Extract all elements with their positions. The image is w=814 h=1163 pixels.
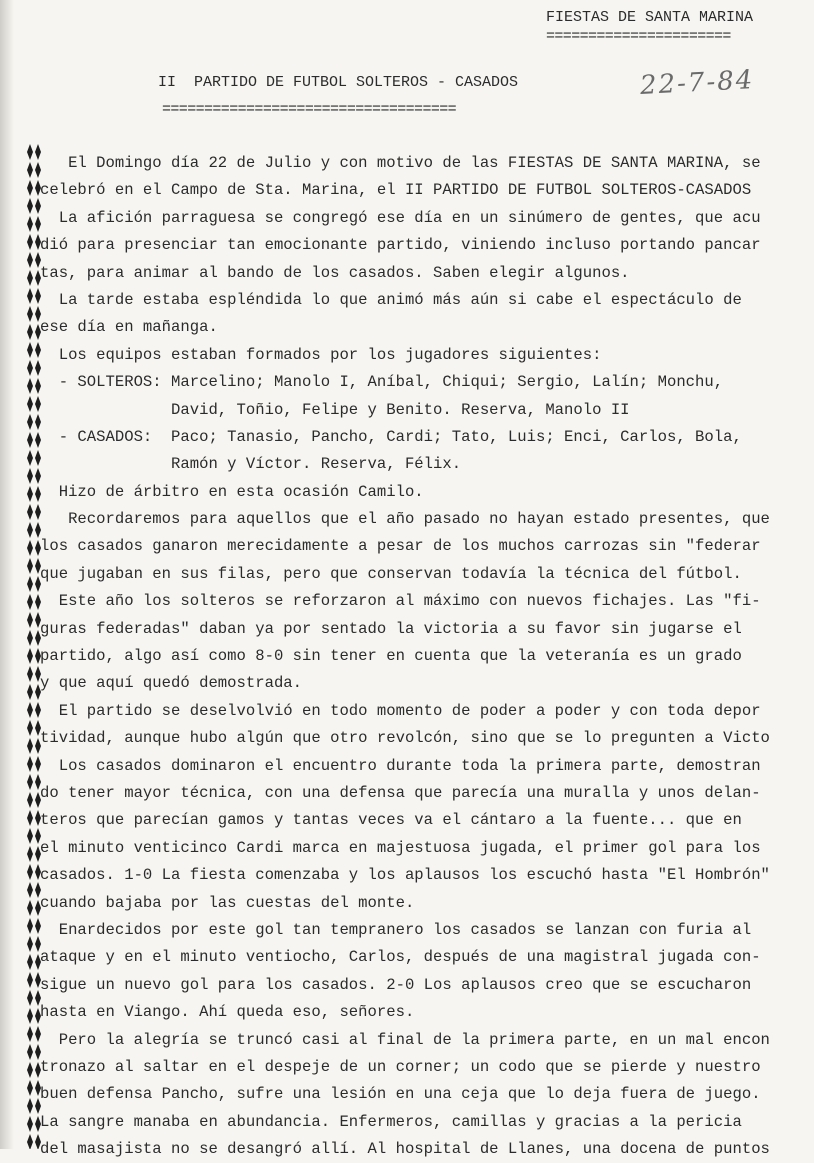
text-line: ataque y en el minuto ventiocho, Carlos, después de una magistral jugada con-: [40, 948, 761, 967]
text-line: La sangre manaba en abundancia. Enfermeros, camillas y gracias a la pericia: [40, 1112, 742, 1131]
article-title: II PARTIDO DE FUTBOL SOLTEROS - CASADOS: [158, 74, 519, 91]
text-line: sigue un nuevo gol para los casados. 2-0 Los aplausos creo que se escucharon: [40, 975, 752, 994]
text-line: buen defensa Pancho, sufre una lesión en una ceja que lo deja fuera de juego.: [40, 1085, 761, 1104]
text-line: cuando bajaba por las cuestas del monte.: [40, 893, 415, 912]
text-line: - CASADOS: Paco; Tanasio, Pancho, Cardi; Tato, Luis; Enci, Carlos, Bola,: [40, 427, 742, 446]
text-line: guras federadas" daban ya por sentado la victoria a su favor sin jugarse el: [40, 619, 742, 638]
text-line: El partido se deselvolvió en todo momento de poder a poder y con toda depor: [40, 701, 761, 720]
article-title-underline: ===================================: [162, 101, 457, 118]
text-line: - SOLTEROS: Marcelino; Manolo I, Aníbal, Chiqui; Sergio, Lalín; Monchu,: [40, 373, 724, 392]
text-line: hasta en Viango. Ahí queda eso, señores.: [40, 1003, 415, 1022]
text-line: La afición parraguesa se congregó ese día en un sinúmero de gentes, que acu: [40, 208, 761, 227]
page-edge-shadow: [0, 0, 14, 1149]
text-line: do tener mayor técnica, con una defensa que parecía una muralla y unos delan-: [40, 783, 761, 802]
text-line: Recordaremos para aquellos que el año pasado no hayan estado presentes, que: [40, 510, 770, 529]
text-line: La tarde estaba espléndida lo que animó más aún si cabe el espectáculo de: [40, 290, 742, 309]
text-line: que jugaban en sus filas, pero que conservan todavía la técnica del fútbol.: [40, 564, 742, 583]
text-line: El Domingo día 22 de Julio y con motivo de las FIESTAS DE SANTA MARINA, se: [40, 154, 761, 172]
text-line: Enardecidos por este gol tan tempranero los casados se lanzan con furia al: [40, 920, 752, 939]
text-line: el minuto venticinco Cardi marca en majestuosa jugada, el primer gol para los: [40, 838, 761, 857]
text-line: partido, algo así como 8-0 sin tener en cuenta que la veteranía es un grado: [40, 647, 742, 666]
text-line: teros que parecían gamos y tantas veces va el cántaro a la fuente... que en: [40, 811, 742, 830]
text-line: Los equipos estaban formados por los jugadores siguientes:: [40, 345, 602, 364]
header-underline: ======================: [546, 28, 731, 45]
text-line: Este año los solteros se reforzaron al máximo con nuevos fichajes. Las "fi-: [40, 592, 761, 611]
text-line: Pero la alegría se truncó casi al final de la primera parte, en un mal encon: [40, 1030, 770, 1049]
text-line: Ramón y Víctor. Reserva, Félix.: [40, 455, 462, 474]
handwritten-date: 22-7-84: [639, 65, 755, 101]
text-line: los casados ganaron merecidamente a pesar de los muchos carrozas sin "federar: [40, 537, 761, 556]
header-title: FIESTAS DE SANTA MARINA: [546, 9, 754, 26]
text-line: tas, para animar al bando de los casados. Saben elegir algunos.: [40, 263, 630, 282]
text-line: del masajista no se desangró allí. Al hospital de Llanes, una docena de puntos: [40, 1140, 770, 1159]
text-line: Hizo de árbitro en esta ocasión Camilo.: [40, 482, 424, 501]
text-line: y que aquí quedó demostrada.: [40, 674, 303, 693]
text-line: dió para presenciar tan emocionante partido, viniendo incluso portando pancar: [40, 236, 761, 255]
text-line: Los casados dominaron el encuentro durante toda la primera parte, demostran: [40, 756, 761, 775]
article-body: [40, 150, 814, 1163]
text-line: casados. 1-0 La fiesta comenzaba y los aplausos los escuchó hasta "El Hombrón": [40, 866, 770, 885]
text-line: tronazo al saltar en el despeje de un corner; un codo que se pierde y nuestro: [40, 1057, 761, 1076]
text-line: David, Toñio, Felipe y Benito. Reserva, Manolo II: [40, 400, 630, 419]
text-line: ese día en mañanga.: [40, 318, 218, 337]
text-line: celebró en el Campo de Sta. Marina, el II PARTIDO DE FUTBOL SOLTEROS-CASADOS: [40, 181, 752, 200]
text-line: tividad, aunque hubo algún que otro revolcón, sino que se lo pregunten a Victo: [40, 729, 770, 748]
